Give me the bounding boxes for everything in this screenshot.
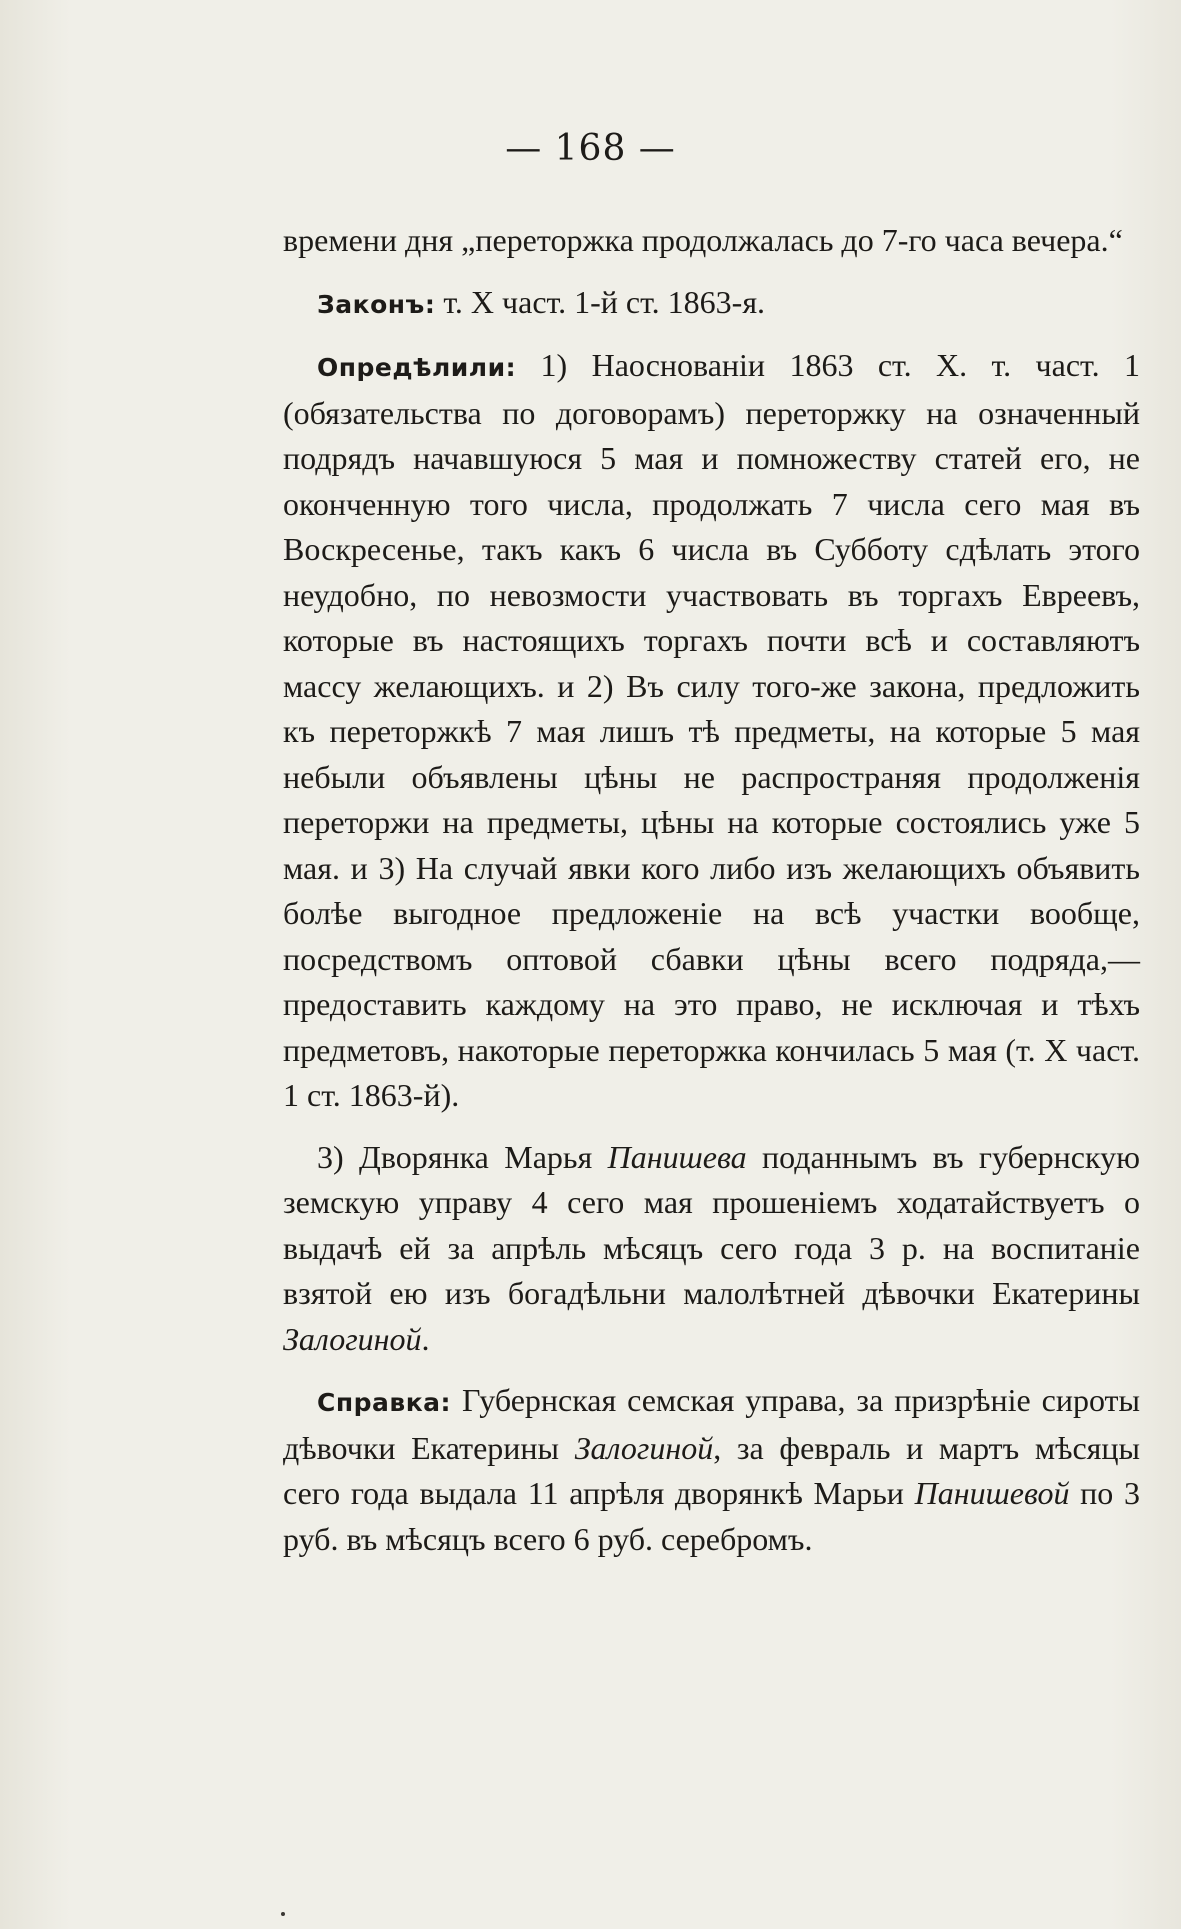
paragraph-reference xyxy=(283,1378,1140,1562)
page-number: — 168 — xyxy=(505,128,676,169)
paragraph-law xyxy=(283,280,1140,328)
surname-italic: Залогиной xyxy=(283,1320,422,1357)
reference-heading: Справка: xyxy=(317,1388,452,1417)
paragraph-text: 3) Дворянка Марья xyxy=(317,1138,608,1175)
paragraph-text: времени дня „переторжка продолжалась до 7-го часа вечера.“ xyxy=(283,222,1123,258)
surname-italic: Панишевой xyxy=(914,1475,1070,1511)
paragraph-evening-continuation xyxy=(283,218,1140,264)
law-heading: Законъ: xyxy=(317,289,436,319)
paragraph-text: . xyxy=(421,1320,430,1357)
paragraph-text: Губернская семская управа, за призрѣніе сироты дѣвочки Екатерины xyxy=(283,1382,1140,1466)
ink-speck xyxy=(281,1912,285,1916)
surname-italic: Залогиной xyxy=(574,1429,714,1466)
resolution-heading: Опредѣлили: xyxy=(317,353,517,382)
paragraph-text: , за февраль и мартъ мѣсяцы сего года выдала 11 апрѣля дворянкѣ Марьи xyxy=(283,1429,1141,1511)
paragraph-petition xyxy=(283,1135,1140,1363)
paragraph-text: 1) Наоснованіи 1863 ст. X. т. част. 1 (обязательства по договорамъ) переторжку на означенный подрядъ начавшуюся 5 мая и помножеству статей его, не оконченную того числа, продолжать 7 числа сего мая въ Воскресенье, такъ какъ 6 числа въ Субботу сдѣлать этого неудобно, по невозмости участвовать въ торгахъ Евреевъ, которые въ настоящихъ торгахъ почти всѣ и составляютъ массу желающихъ. и 2) Въ силу того-же закона, предложить къ переторжкѣ 7 мая лишъ тѣ предметы, на которые 5 мая небыли объявлены цѣны не распространяя продолженія переторжи на предметы, цѣны на которые состоялись уже 5 мая. и 3) На случай явки кого либо изъ желающихъ объявить болѣе выгодное предложеніе на всѣ участки вообще, посредствомъ оптовой сбавки цѣны всего подряда,— предоставить каждому на это право, не исключая и тѣхъ предметовъ, накоторые переторжка кончилась 5 мая (т. X част. 1 ст. 1863-й). xyxy=(283,347,1140,1113)
paragraph-text: по 3 руб. въ мѣсяцъ всего 6 руб. серебромъ. xyxy=(283,1475,1141,1557)
surname-italic: Панишева xyxy=(607,1138,747,1175)
paragraph-text: поданнымъ въ губернскую земскую управу 4 сего мая прошеніемъ ходатайствуетъ о выдачѣ ей за апрѣль мѣсяцъ сего года 3 р. на воспитаніе взятой ею изъ богадѣльни малолѣтней дѣвочки Екатерины xyxy=(283,1138,1140,1311)
paragraph-text: т. X част. 1-й ст. 1863-я. xyxy=(435,283,766,320)
page-body xyxy=(283,218,1140,1562)
paragraph-resolution xyxy=(283,343,1140,1119)
